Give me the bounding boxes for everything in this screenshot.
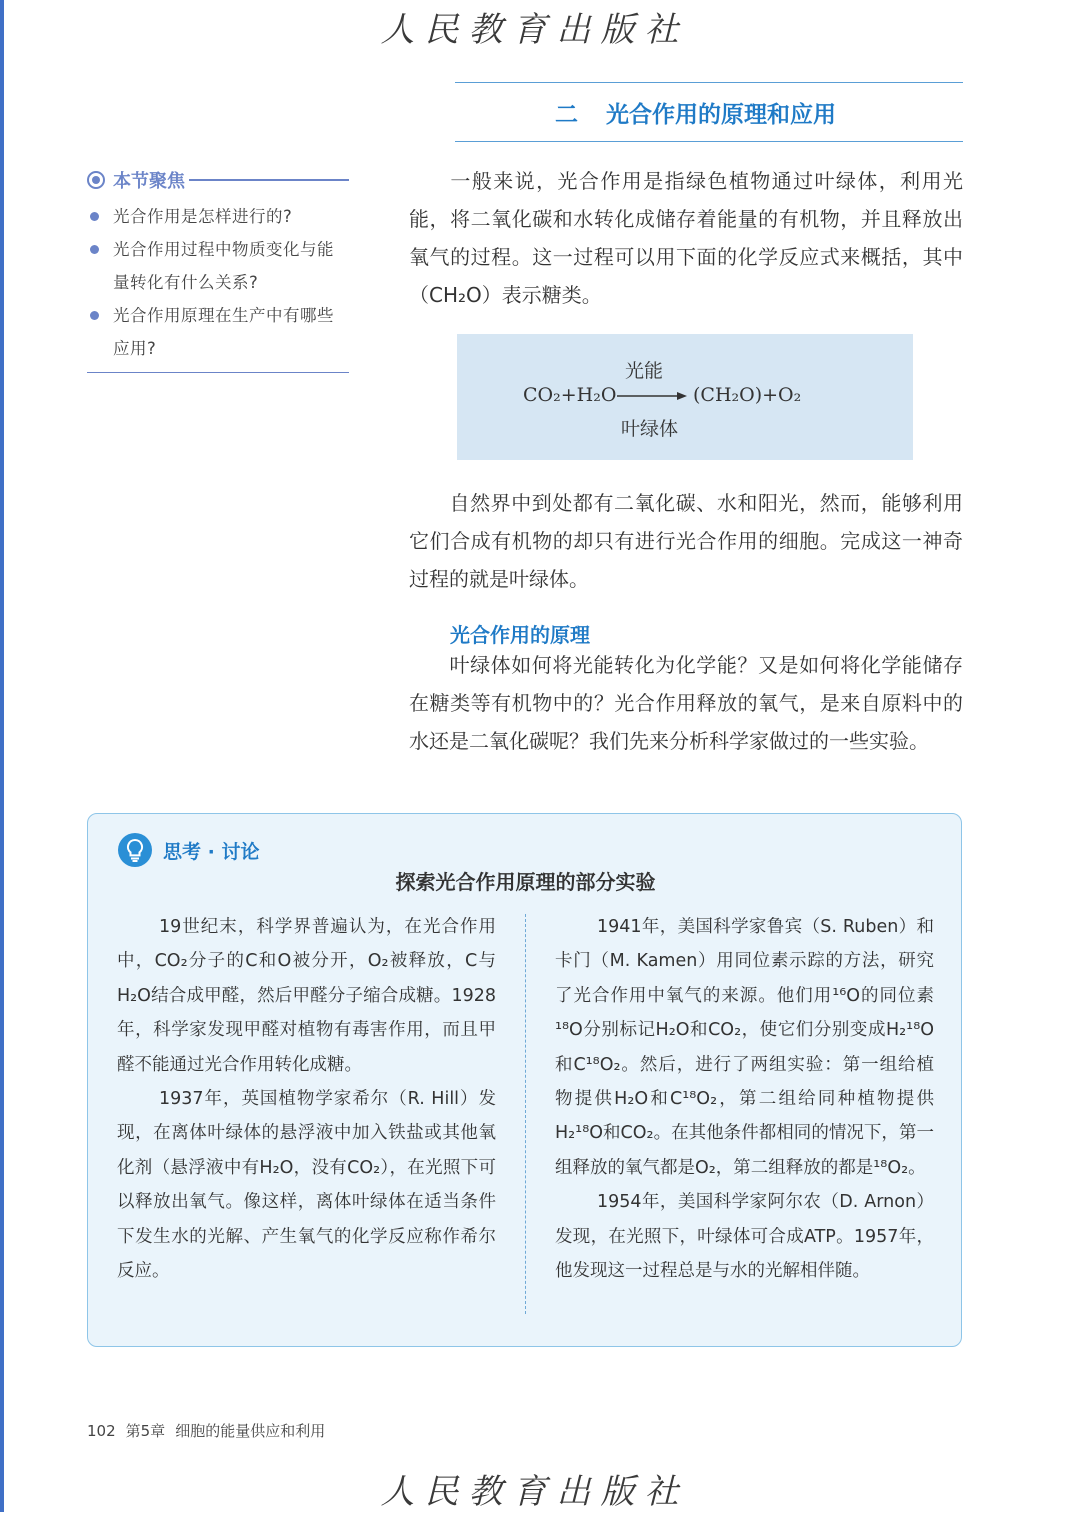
focus-item: 光合作用原理在生产中有哪些应用? [87,299,349,365]
reaction-arrow-icon [617,390,687,402]
section-header [455,82,963,142]
column-divider [525,914,526,1314]
equation-products: (CH₂O)+O₂ [693,384,802,406]
discussion-right-column [555,910,934,1288]
publisher-logo-bottom: 人民教育出版社 [380,1472,689,1512]
intro-paragraph [409,162,963,314]
discussion-paragraph-text: 1954年，美国科学家阿尔农（D. Arnon）发现，在光照下，叶绿体可合成ATP。1957年，他发现这一过程总是与水的光解相伴随。 [555,1192,934,1282]
focus-list [87,200,349,365]
publisher-logo-top: 人民教育出版社 [380,10,689,50]
target-icon [87,171,105,189]
page-number: 102 [87,1422,116,1440]
equation-condition-light: 光能 [625,360,664,382]
paragraph-2 [409,484,963,598]
chemical-equation-box [457,334,913,460]
section-title-text: 光合作用的原理和应用 [606,102,836,128]
page-edge-bar [0,0,4,1512]
chapter-number: 第5章 [125,1422,166,1440]
discussion-paragraph-text: 1941年，美国科学家鲁宾（S. Ruben）和卡门（M. Kamen）用同位素示踪的方法，研究了光合作用中氧气的来源。他们用¹⁶O的同位素¹⁸O分别标记H₂O和CO₂，使它们分别变成H₂¹⁸O和C¹⁸O₂。然后，进行了两组实验：第一组给植物提供H₂O和C¹⁸O₂，第二组给同种植物提供H₂¹⁸O和CO₂。在其他条件都相同的情况下，第一组释放的氧气都是O₂，第二组释放的都是¹⁸O₂。 [555,917,934,1178]
discussion-panel [87,813,962,1347]
paragraph-3-text: 叶绿体如何将光能转化为化学能？又是如何将化学能储存在糖类等有机物中的？光合作用释放的氧气，是来自原料中的水还是二氧化碳呢？我们先来分析科学家做过的一些实验。 [409,653,963,753]
section-focus-box [87,166,349,373]
equation-reactants: CO₂+H₂O [523,384,617,406]
focus-item: 光合作用是怎样进行的? [87,200,349,233]
discussion-paragraph-text: 1937年，英国植物学家希尔（R. Hill）发现，在离体叶绿体的悬浮液中加入铁盐或其他氧化剂（悬浮液中有H₂O，没有CO₂），在光照下可以释放出氧气。像这样，离体叶绿体在适当条件下发生水的光解、产生氧气的化学反应称作希尔反应。 [117,1089,496,1282]
discussion-header [117,832,259,868]
focus-rule [189,179,349,181]
section-title [555,96,836,129]
equation-condition-chloroplast: 叶绿体 [621,418,679,440]
discussion-paragraph [117,910,496,1082]
focus-title: 本节聚焦 [113,171,185,192]
chapter-title: 细胞的能量供应和利用 [175,1422,326,1440]
discussion-paragraph [117,1082,496,1288]
discussion-title: 探索光合作用原理的部分实验 [395,870,656,894]
discussion-paragraph-text: 19世纪末，科学界普遍认为，在光合作用中，CO₂分子的C和O被分开，O₂被释放，C与H₂O结合成甲醛，然后甲醛分子缩合成糖。1928年，科学家发现甲醛对植物有毒害作用，而且甲醛不能通过光合作用转化成糖。 [117,917,496,1075]
intro-text: 一般来说，光合作用是指绿色植物通过叶绿体，利用光能，将二氧化碳和水转化成储存着能量的有机物，并且释放出氧气的过程。这一过程可以用下面的化学反应式来概括，其中（CH₂O）表示糖类。 [409,169,963,307]
section-number: 二 [555,102,578,128]
paragraph-3 [409,646,963,760]
lightbulb-icon [117,832,153,868]
discussion-paragraph [555,910,934,1185]
discussion-paragraph [555,1185,934,1288]
focus-header [87,166,349,194]
discussion-label: 思考 · 讨论 [163,840,260,863]
focus-item: 光合作用过程中物质变化与能量转化有什么关系? [87,233,349,299]
discussion-left-column [117,910,496,1288]
paragraph-2-text: 自然界中到处都有二氧化碳、水和阳光，然而，能够利用它们合成有机物的却只有进行光合作用的细胞。完成这一神奇过程的就是叶绿体。 [409,491,963,591]
subheading: 光合作用的原理 [450,623,590,647]
page-footer [87,1420,335,1441]
